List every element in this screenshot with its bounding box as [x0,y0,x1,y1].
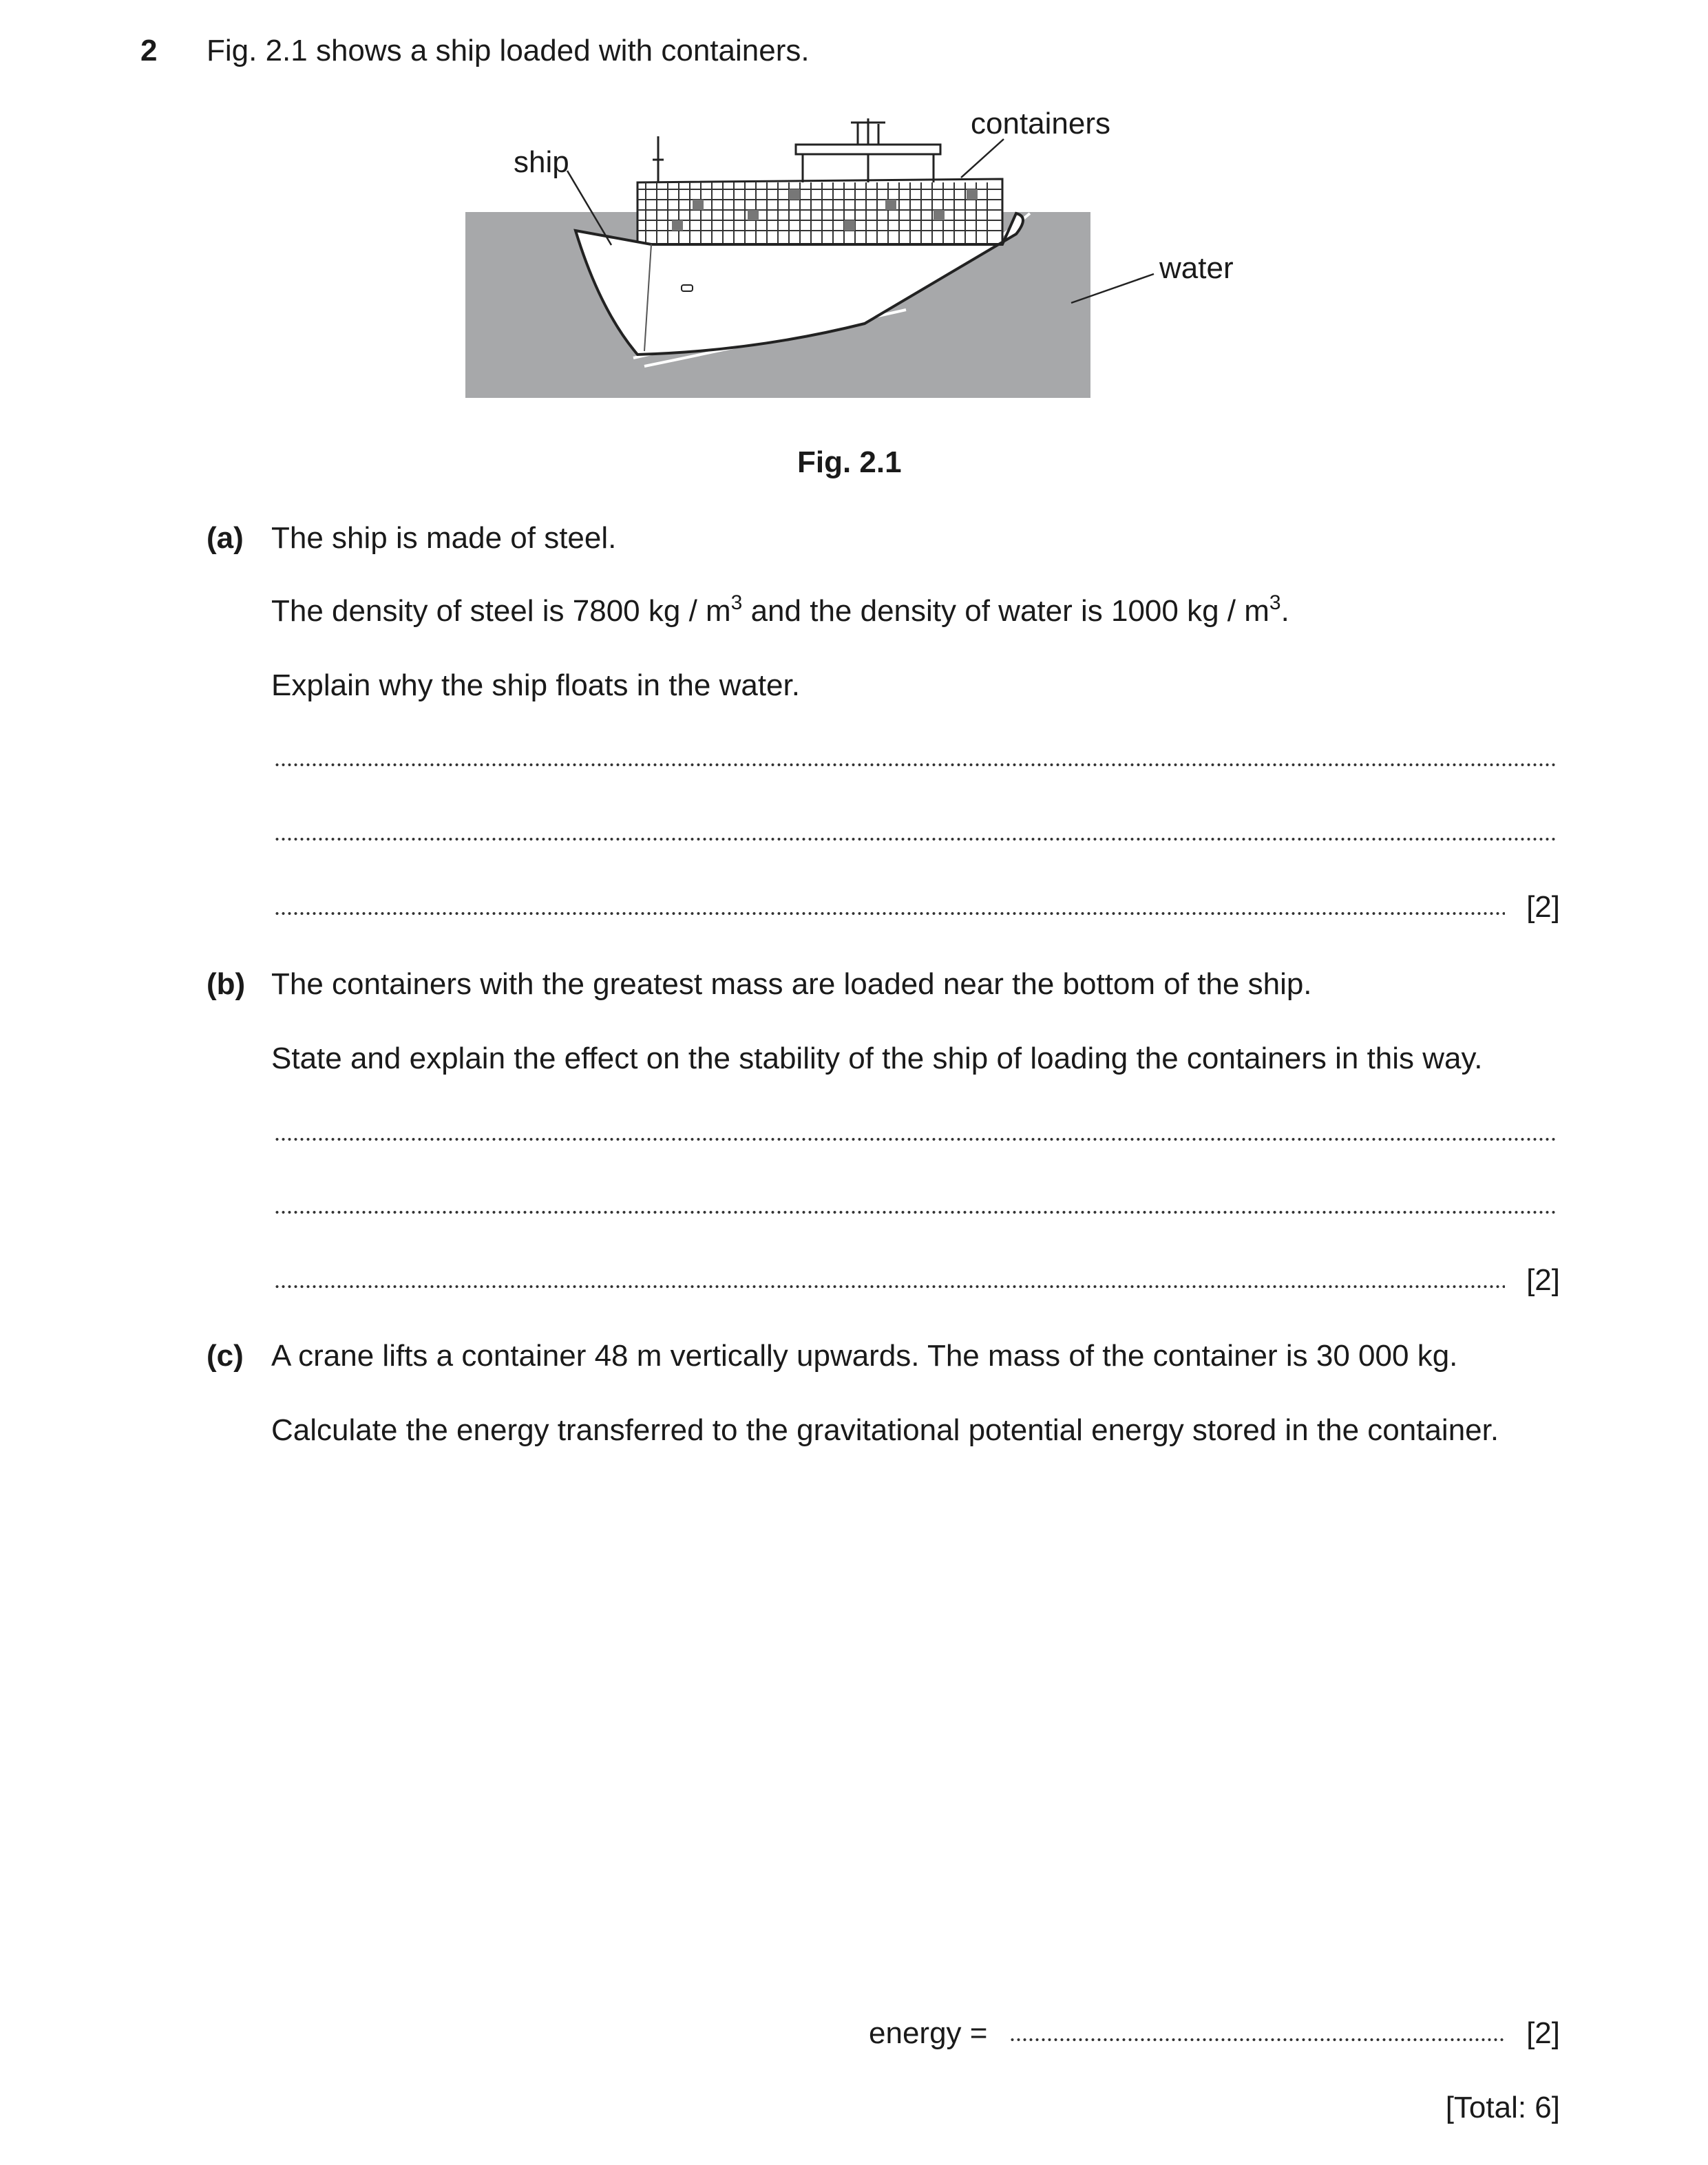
question-intro: Fig. 2.1 shows a ship loaded with containers. [207,34,810,67]
part-a-marks: [2] [1526,890,1560,924]
energy-answer-label: energy = [869,2016,988,2050]
answer-line-a1[interactable] [274,761,1556,768]
ship-anchor-hole [682,285,693,291]
part-b-statement: The containers with the greatest mass are loaded near the bottom of the ship. [271,967,1312,1001]
figure-caption: Fig. 2.1 [797,445,902,479]
ship-figure [465,103,1243,447]
part-a-densities [271,593,1289,630]
question-number: 2 [140,34,158,67]
density-text-1: The density of steel is 7800 kg / m [271,594,731,628]
density-text-3: . [1280,594,1289,628]
part-b-label: (b) [207,967,246,1001]
density-text-2: and the density of water is 1000 kg / m [742,594,1269,628]
part-a-label: (a) [207,521,244,555]
label-water: water [1159,251,1234,285]
part-a-prompt: Explain why the ship floats in the water. [271,668,800,702]
answer-line-a2[interactable] [274,836,1556,843]
part-c-marks: [2] [1526,2016,1560,2050]
containers-leader [961,139,1004,178]
part-b-marks: [2] [1526,1263,1560,1297]
part-c-label: (c) [207,1339,244,1373]
total-marks: [Total: 6] [1445,2091,1560,2124]
density-sup-1: 3 [730,591,743,614]
part-b-prompt: State and explain the effect on the stability of the ship of loading the containers in this way. [271,1042,1483,1075]
answer-line-a3[interactable] [274,910,1505,917]
container-stack [637,118,1002,244]
answer-line-b2[interactable] [274,1209,1556,1216]
part-c-statement: A crane lifts a container 48 m vertically upwards. The mass of the container is 30 000 kg. [271,1339,1458,1373]
answer-line-b3[interactable] [274,1283,1505,1290]
part-c-prompt: Calculate the energy transferred to the gravitational potential energy stored in the container. [271,1413,1499,1447]
density-sup-2: 3 [1269,591,1281,614]
answer-line-b1[interactable] [274,1136,1556,1143]
energy-answer-line[interactable] [1009,2036,1504,2043]
label-containers: containers [971,107,1111,140]
label-ship: ship [514,145,569,179]
part-a-statement: The ship is made of steel. [271,521,617,555]
